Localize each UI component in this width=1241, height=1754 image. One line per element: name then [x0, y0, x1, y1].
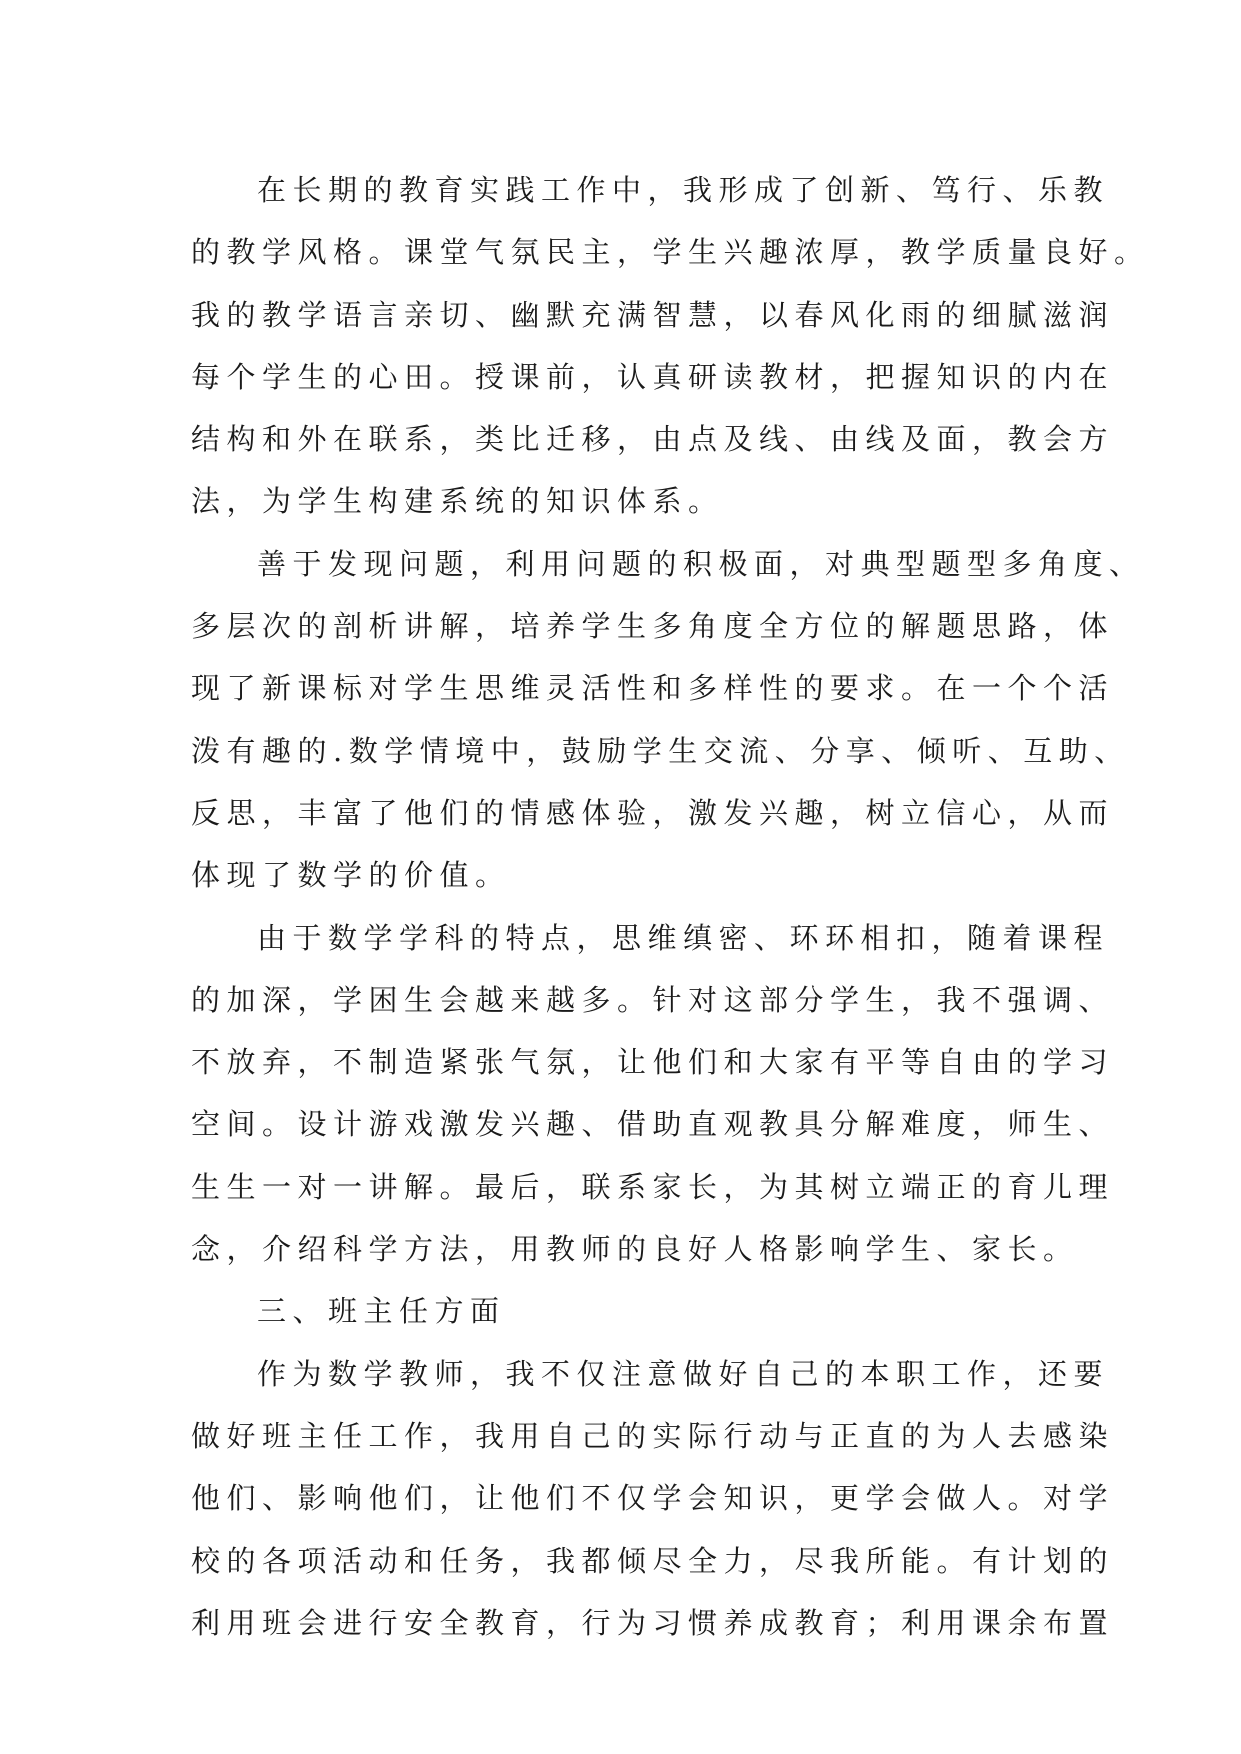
text-line: 反思，丰富了他们的情感体验，激发兴趣，树立信心，从而 — [191, 795, 1115, 830]
text-line: 泼有趣的.数学情境中，鼓励学生交流、分享、倾听、互助、 — [191, 733, 1130, 768]
text-line: 生生一对一讲解。最后，联系家长，为其树立端正的育儿理 — [191, 1169, 1115, 1204]
text-line: 念，介绍科学方法，用教师的良好人格影响学生、家长。 — [191, 1232, 1079, 1267]
text-line: 空间。设计游戏激发兴趣、借助直观教具分解难度，师生、 — [191, 1107, 1115, 1142]
text-line: 现了新课标对学生思维灵活性和多样性的要求。在一个个活 — [191, 671, 1115, 706]
text-line: 利用班会进行安全教育，行为习惯养成教育；利用课余布置 — [191, 1605, 1115, 1640]
text-line: 多层次的剖析讲解，培养学生多角度全方位的解题思路，体 — [191, 609, 1115, 644]
text-line: 做好班主任工作，我用自己的实际行动与正直的为人去感染 — [191, 1418, 1115, 1453]
text-line: 他们、影响他们，让他们不仅学会知识，更学会做人。对学 — [191, 1481, 1115, 1516]
text-line: 结构和外在联系，类比迁移，由点及线、由线及面，教会方 — [191, 422, 1115, 457]
text-line: 在长期的教育实践工作中，我形成了创新、笃行、乐教 — [257, 173, 1110, 207]
text-line: 作为数学教师，我不仅注意做好自己的本职工作，还要 — [257, 1356, 1110, 1391]
text-line: 的加深，学困生会越来越多。针对这部分学生，我不强调、 — [191, 982, 1115, 1017]
text-line: 校的各项活动和任务，我都倾尽全力，尽我所能。有计划的 — [191, 1543, 1115, 1578]
text-line: 我的教学语言亲切、幽默充满智慧，以春风化雨的细腻滋润 — [191, 297, 1115, 332]
text-line: 法，为学生构建系统的知识体系。 — [191, 484, 724, 519]
document-body — [191, 159, 1150, 1654]
text-line: 的教学风格。课堂气氛民主，学生兴趣浓厚，教学质量良好。 — [191, 235, 1150, 270]
text-line: 由于数学学科的特点，思维缜密、环环相扣，随着课程 — [257, 920, 1110, 955]
text-line: 善于发现问题，利用问题的积极面，对典型题型多角度、 — [257, 546, 1145, 581]
section-heading: 三、班主任方面 — [257, 1294, 506, 1329]
text-line: 体现了数学的价值。 — [191, 858, 511, 893]
text-line: 不放弃，不制造紧张气氛，让他们和大家有平等自由的学习 — [191, 1045, 1115, 1080]
text-line: 每个学生的心田。授课前，认真研读教材，把握知识的内在 — [191, 359, 1115, 394]
